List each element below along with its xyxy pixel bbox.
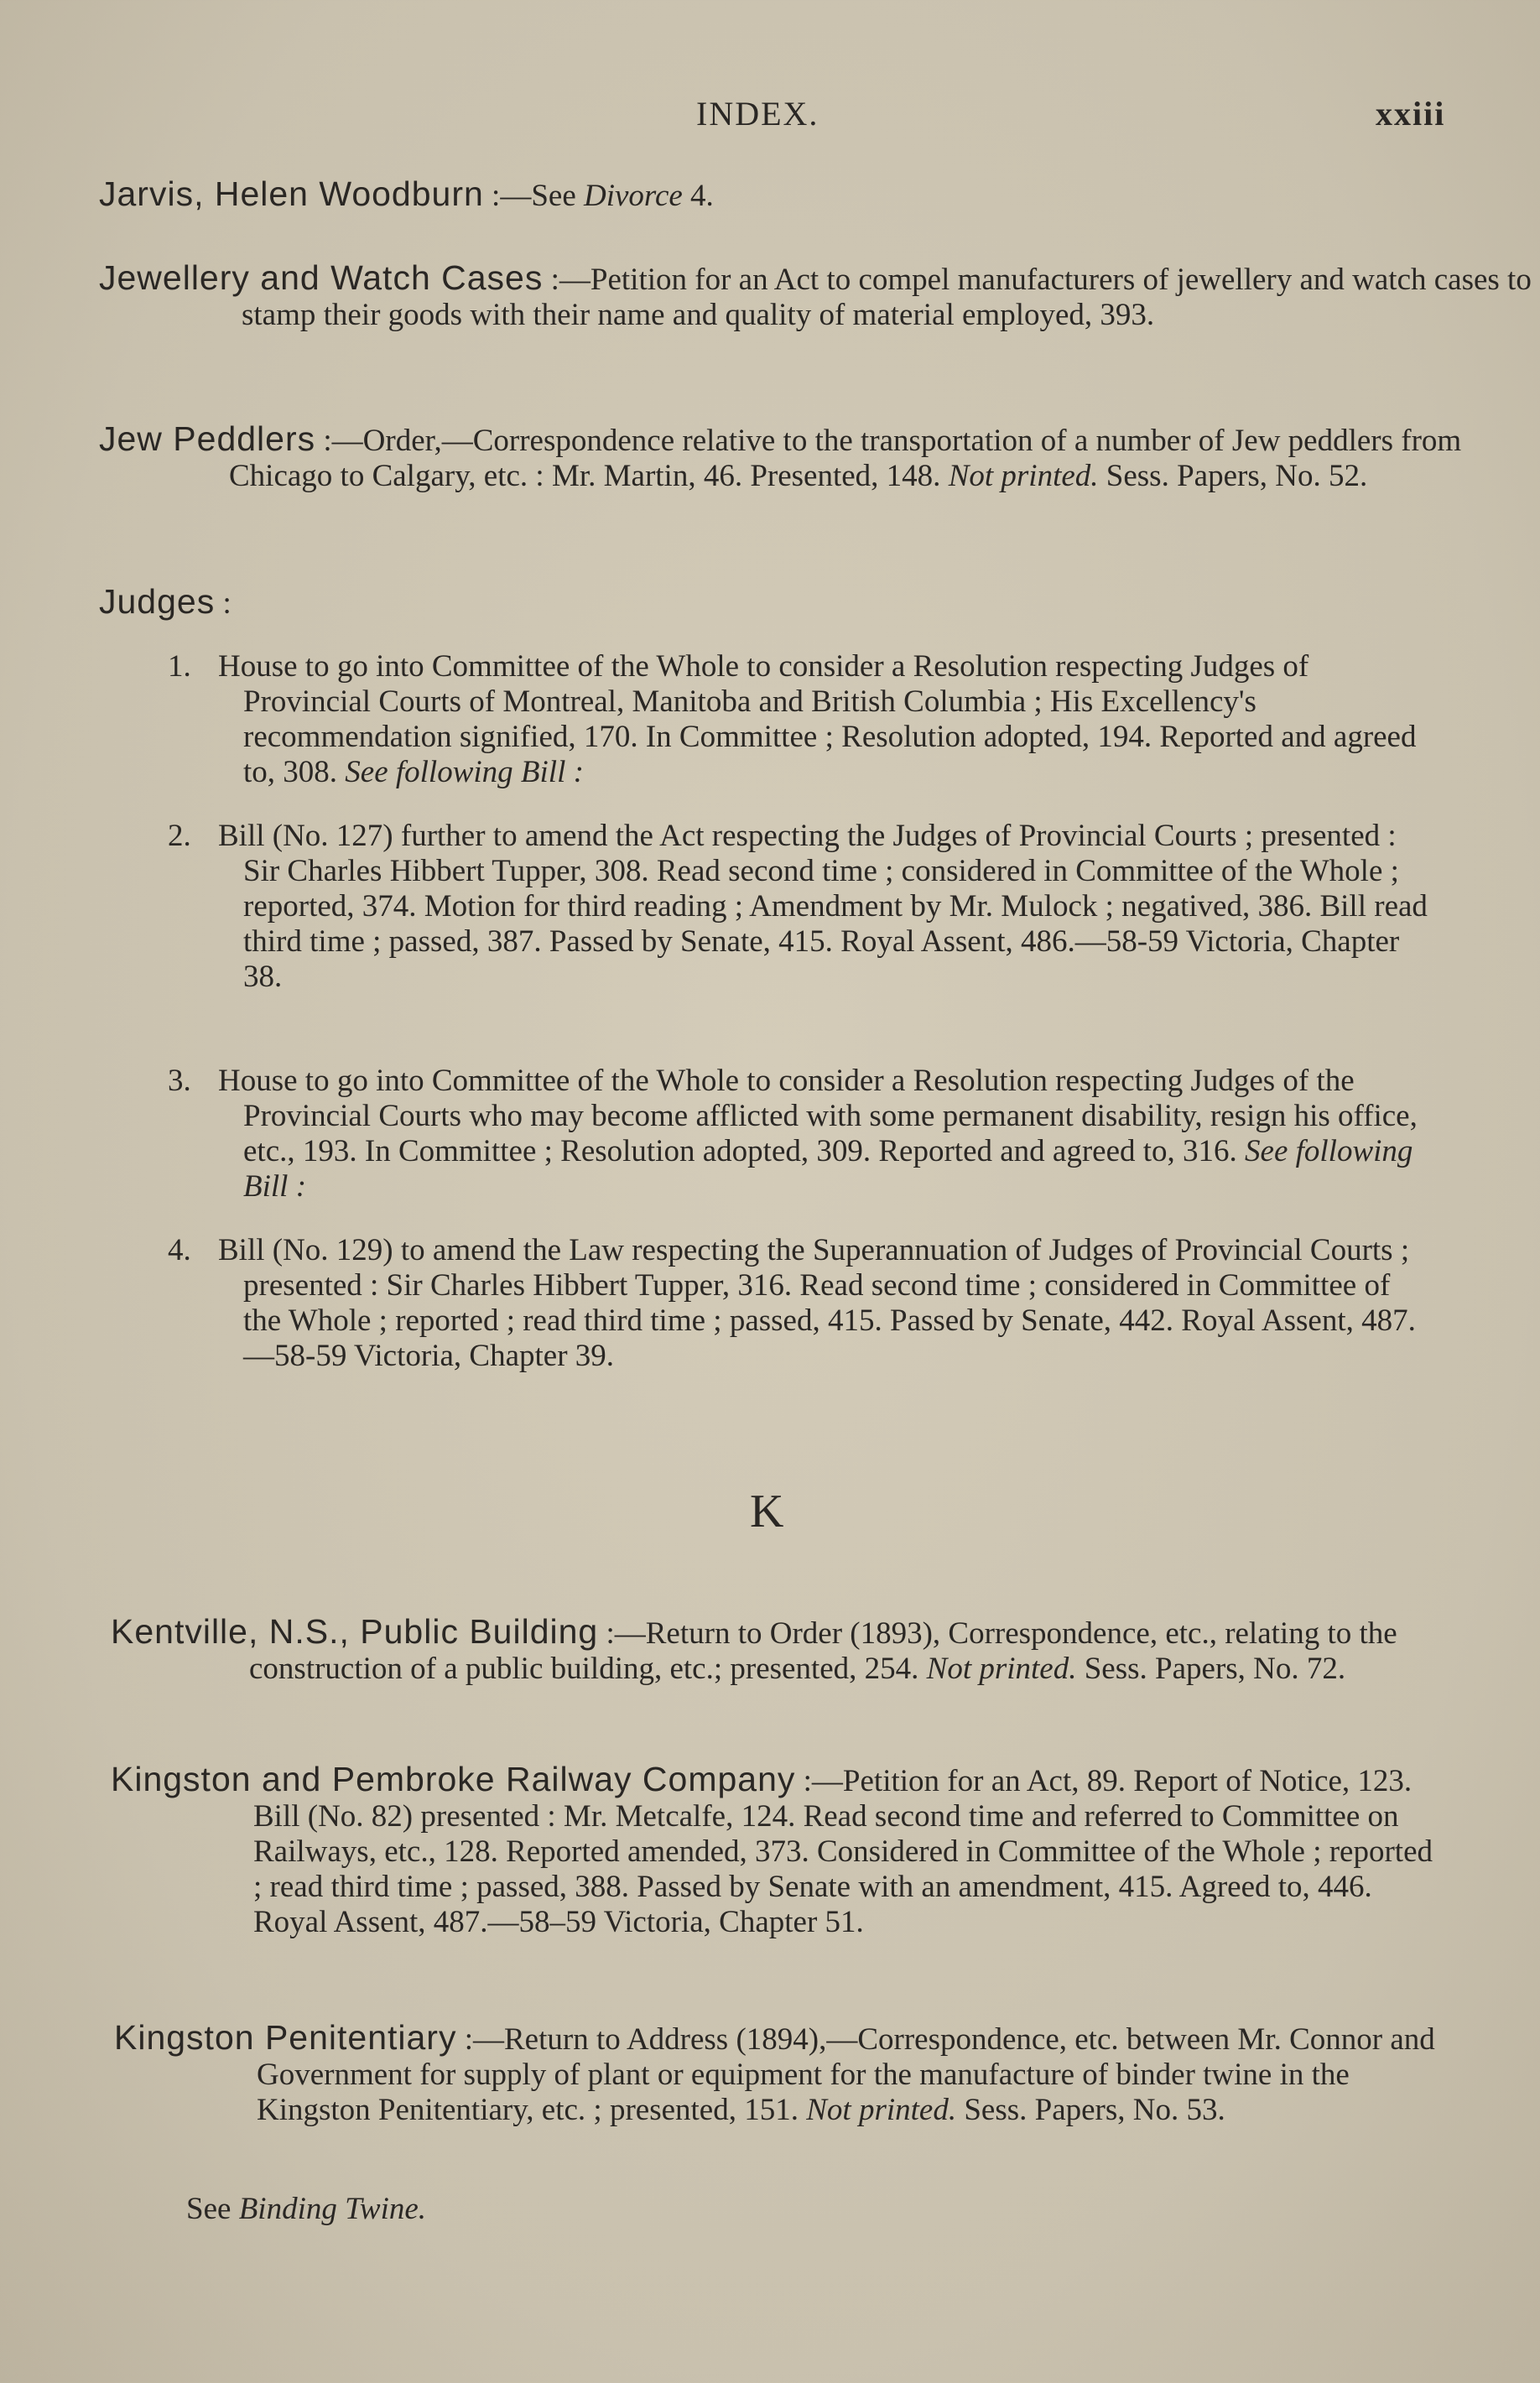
- entry-text: :—Order,—Correspondence relative to the transportation of a number of Jew peddlers from Chicago to Calgary, etc. : Mr. Martin, 46. Presented, 148.: [229, 424, 1462, 493]
- entry-tail: Sess. Papers, No. 72.: [1076, 1652, 1346, 1686]
- entry-tail: Sess. Papers, No. 53.: [956, 2093, 1225, 2127]
- entry-text: :—Return to Address (1894),—Correspondence, etc. between Mr. Connor and Government for supply of plant or equipment for the manufacture of binder twine in the Kingston Penitentiary, etc. ; presented, 151.: [257, 2022, 1435, 2127]
- item-text: Bill (No. 129) to amend the Law respecting the Superannuation of Judges of Provincial Courts ; presented : Sir Charles Hibbert Tupper, 316. Read second time ; considered in Committee of the Whole ; reported ; read third time ; passed, 415. Passed by Senate, 442. Royal Assent, 487.—58-59 Victoria, Chapter 39.: [218, 1233, 1416, 1373]
- index-entry: [99, 584, 1433, 622]
- index-entry: [99, 176, 1540, 214]
- entry-italic: Not printed.: [806, 2093, 957, 2127]
- entry-italic: Not printed.: [926, 1652, 1077, 1686]
- entry-italic: Divorce: [584, 179, 683, 213]
- section-letter: K: [750, 1485, 784, 1538]
- entry-text: :—Petition for an Act, 89. Report of Notice, 123. Bill (No. 82) presented : Mr. Metcalfe, 124. Read second time and referred to Committee on Railways, etc., 128. Reported amended, 373. Considered in Committee of the Whole ; reported ; read third time ; passed, 388. Passed by Senate with an amendment, 415. Agreed to, 446. Royal Assent, 487.—58–59 Victoria, Chapter 51.: [253, 1764, 1433, 1939]
- index-entry: [111, 1614, 1444, 1687]
- entry-text: :: [215, 586, 232, 621]
- entry-heading: Kingston and Pembroke Railway Company: [111, 1760, 796, 1798]
- item-number: 3.: [168, 1064, 191, 1098]
- entry-italic: Not printed.: [948, 459, 1099, 493]
- list-item: [168, 819, 1434, 995]
- item-text: House to go into Committee of the Whole to consider a Resolution respecting Judges of Provincial Courts of Montreal, Manitoba and British Columbia ; His Excellency's recommendation signified, 170. In Committee ; Resolution adopted, 194. Reported and agreed to, 308.: [218, 649, 1417, 789]
- page-number: xxiii: [1376, 95, 1446, 133]
- index-entry: [99, 260, 1533, 333]
- item-text: Bill (No. 127) further to amend the Act respecting the Judges of Provincial Courts ; presented : Sir Charles Hibbert Tupper, 308. Read second time ; considered in Committee of the Whole ; reported, 374. Motion for third reading ; Amendment by Mr. Mulock ; negatived, 386. Bill read third time ; passed, 387. Passed by Senate, 415. Royal Assent, 486.—58-59 Victoria, Chapter 38.: [218, 819, 1428, 994]
- index-entry: [99, 421, 1533, 494]
- see-also-reference: [186, 2191, 426, 2227]
- list-item: [168, 649, 1434, 790]
- list-item: [168, 1064, 1434, 1205]
- item-number: 1.: [168, 649, 191, 684]
- entry-text: :—Petition for an Act to compel manufacturers of jewellery and watch cases to stamp their goods with their name and quality of material employed, 393.: [242, 263, 1532, 332]
- entry-heading: Jew Peddlers: [99, 419, 316, 458]
- item-italic: See following Bill :: [243, 1134, 1413, 1204]
- item-number: 4.: [168, 1233, 191, 1267]
- index-entry: [111, 1761, 1444, 1940]
- see-prefix: See: [186, 2192, 239, 2226]
- entry-heading: Jarvis, Helen Woodburn: [99, 174, 484, 213]
- entry-heading: Judges: [99, 582, 216, 621]
- page-title: INDEX.: [696, 95, 819, 133]
- entry-tail: Sess. Papers, No. 52.: [1098, 459, 1368, 493]
- entry-text: :—Return to Order (1893), Correspondence, etc., relating to the construction of a public building, etc.; presented, 254.: [249, 1616, 1397, 1686]
- entry-heading: Kingston Penitentiary: [114, 2018, 457, 2057]
- entry-heading: Jewellery and Watch Cases: [99, 258, 544, 297]
- page-header: [0, 94, 1540, 144]
- item-italic: See following Bill :: [345, 755, 584, 789]
- item-number: 2.: [168, 819, 191, 853]
- see-target: Binding Twine.: [238, 2192, 427, 2226]
- entry-heading: Kentville, N.S., Public Building: [111, 1612, 599, 1651]
- item-text: House to go into Committee of the Whole to consider a Resolution respecting Judges of the Provincial Courts who may become afflicted with some permanent disability, resign his office, etc., 193. In Committee ; Resolution adopted, 309. Reported and agreed to, 316.: [218, 1064, 1418, 1168]
- list-item: [168, 1233, 1434, 1374]
- entry-tail: 4.: [682, 179, 714, 213]
- entry-text: :—See: [483, 179, 584, 213]
- index-entry: [114, 2020, 1444, 2128]
